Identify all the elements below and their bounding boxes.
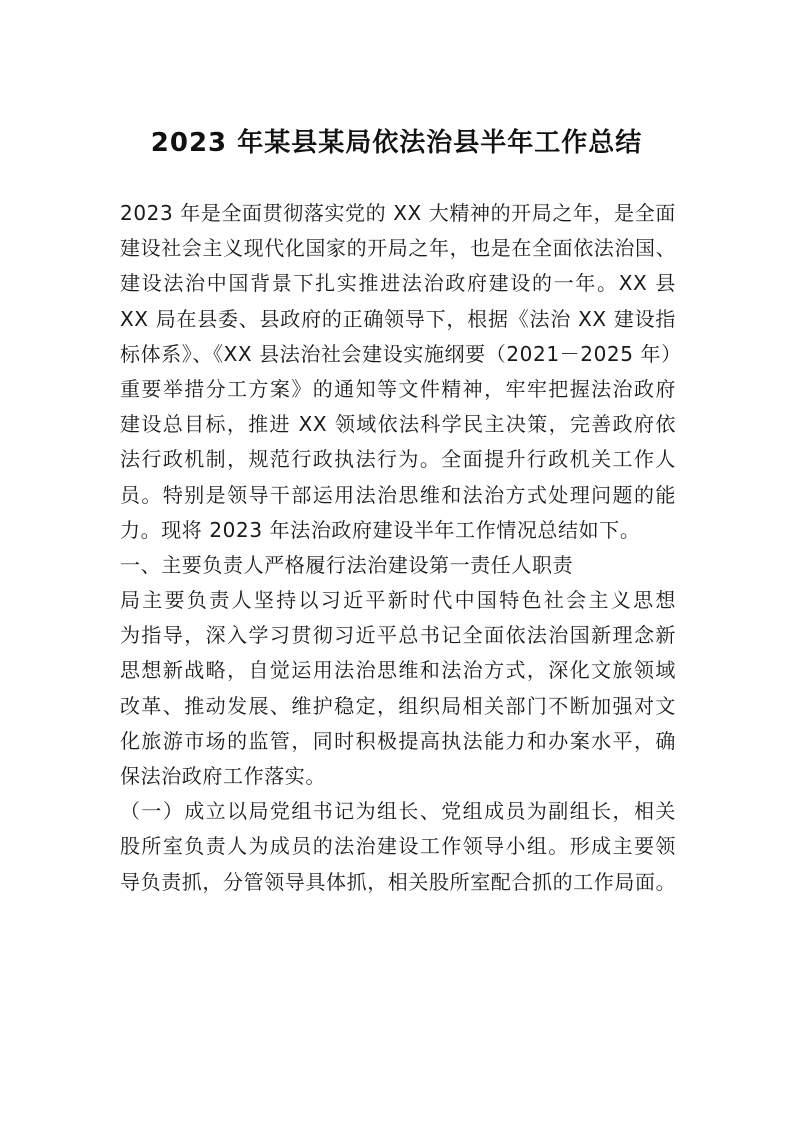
body-line: XX 局在县委、县政府的正确领导下，根据《法治 XX 建设指	[120, 306, 676, 331]
body-line: 导负责抓，分管领导具体抓，相关股所室配合抓的工作局面。	[120, 869, 677, 894]
body-line: （一）成立以局党组书记为组长、党组成员为副组长，相关	[120, 799, 676, 824]
document-body	[120, 196, 682, 900]
body-line: 法行政机制，规范行政执法行为。全面提升行政机关工作人	[120, 447, 676, 472]
body-line: 一、主要负责人严格履行法治建设第一责任人职责	[120, 552, 574, 577]
document-title: 2023 年某县某局依法治县半年工作总结	[150, 128, 643, 158]
body-line: 股所室负责人为成员的法治建设工作领导小组。形成主要领	[120, 834, 676, 859]
body-line: 为指导，深入学习贯彻习近平总书记全面依法治国新理念新	[120, 623, 676, 648]
body-line: 重要举措分工方案》的通知等文件精神，牢牢把握法治政府	[120, 376, 676, 401]
body-line: 思想新战略，自觉运用法治思维和法治方式，深化文旅领域	[120, 658, 676, 683]
body-line: 力。现将 2023 年法治政府建设半年工作情况总结如下。	[120, 517, 641, 542]
body-line: 员。特别是领导干部运用法治思维和法治方式处理问题的能	[120, 482, 676, 507]
body-line: 改革、推动发展、维护稳定，组织局相关部门不断加强对文	[120, 693, 676, 718]
body-line: 化旅游市场的监管，同时积极提高执法能力和办案水平，确	[120, 728, 676, 753]
body-line: 建设总目标，推进 XX 领域依法科学民主决策，完善政府依	[120, 412, 676, 437]
body-line: 建设法治中国背景下扎实推进法治政府建设的一年。XX 县	[120, 271, 676, 296]
body-line: 局主要负责人坚持以习近平新时代中国特色社会主义思想	[120, 588, 676, 613]
body-line: 2023 年是全面贯彻落实党的 XX 大精神的开局之年，是全面	[120, 201, 676, 225]
body-line: 保法治政府工作落实。	[120, 764, 326, 788]
body-line: 建设社会主义现代化国家的开局之年，也是在全面依法治国、	[120, 236, 677, 261]
body-line: 标体系》、《XX 县法治社会建设实施纲要（2021－2025 年）	[120, 341, 682, 366]
